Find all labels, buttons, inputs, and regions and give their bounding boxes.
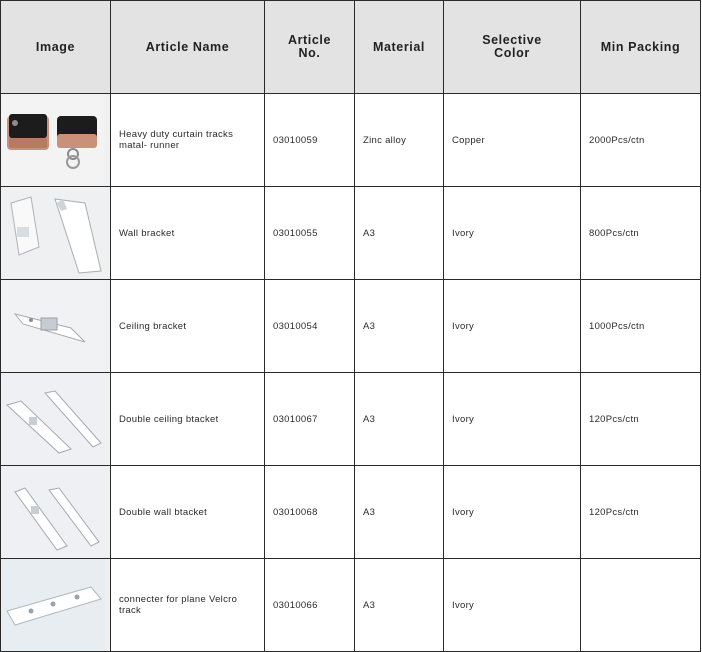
product-image-cell [1,187,111,280]
product-image-cell [1,559,111,652]
article-no-cell: 03010055 [265,187,355,280]
color-cell: Copper [444,94,581,187]
article-name-cell: Ceiling bracket [111,280,265,373]
header-material: Material [355,1,444,94]
header-row [1,1,701,94]
table-row [1,94,701,187]
wall-bracket-image [1,187,105,279]
material-cell: A3 [355,373,444,466]
article-name-cell: Double wall btacket [111,466,265,559]
header-image: Image [1,1,111,94]
article-no-cell: 03010068 [265,466,355,559]
article-no-cell: 03010054 [265,280,355,373]
color-cell: Ivory [444,187,581,280]
article-name-cell: connecter for plane Velcro track [111,559,265,652]
table-row [1,559,701,652]
double-ceiling-bracket-image [1,373,105,465]
table-row [1,373,701,466]
article-name-cell: Double ceiling btacket [111,373,265,466]
article-name-cell: Wall bracket [111,187,265,280]
packing-cell [581,559,701,652]
ceiling-bracket-image [1,280,105,372]
product-image-cell [1,466,111,559]
article-name-cell: Heavy duty curtain tracks matal- runner [111,94,265,187]
table-row [1,187,701,280]
header-article-name: Article Name [111,1,265,94]
color-cell: Ivory [444,280,581,373]
material-cell: A3 [355,466,444,559]
material-cell: A3 [355,559,444,652]
header-min-packing: Min Packing [581,1,701,94]
packing-cell: 800Pcs/ctn [581,187,701,280]
color-cell: Ivory [444,559,581,652]
table-row [1,466,701,559]
packing-cell: 2000Pcs/ctn [581,94,701,187]
table-row [1,280,701,373]
double-wall-bracket-image [1,466,105,558]
packing-cell: 120Pcs/ctn [581,466,701,559]
article-no-cell: 03010067 [265,373,355,466]
connector-plate-image [1,559,105,651]
curtain-runner-image [1,94,105,186]
packing-cell: 1000Pcs/ctn [581,280,701,373]
article-no-cell: 03010059 [265,94,355,187]
color-cell: Ivory [444,373,581,466]
material-cell: A3 [355,280,444,373]
material-cell: Zinc alloy [355,94,444,187]
product-image-cell [1,280,111,373]
material-cell: A3 [355,187,444,280]
article-no-cell: 03010066 [265,559,355,652]
header-article-no: Article No. [265,1,355,94]
header-selective-color: Selective Color [444,1,581,94]
product-image-cell [1,94,111,187]
color-cell: Ivory [444,466,581,559]
product-image-cell [1,373,111,466]
packing-cell: 120Pcs/ctn [581,373,701,466]
